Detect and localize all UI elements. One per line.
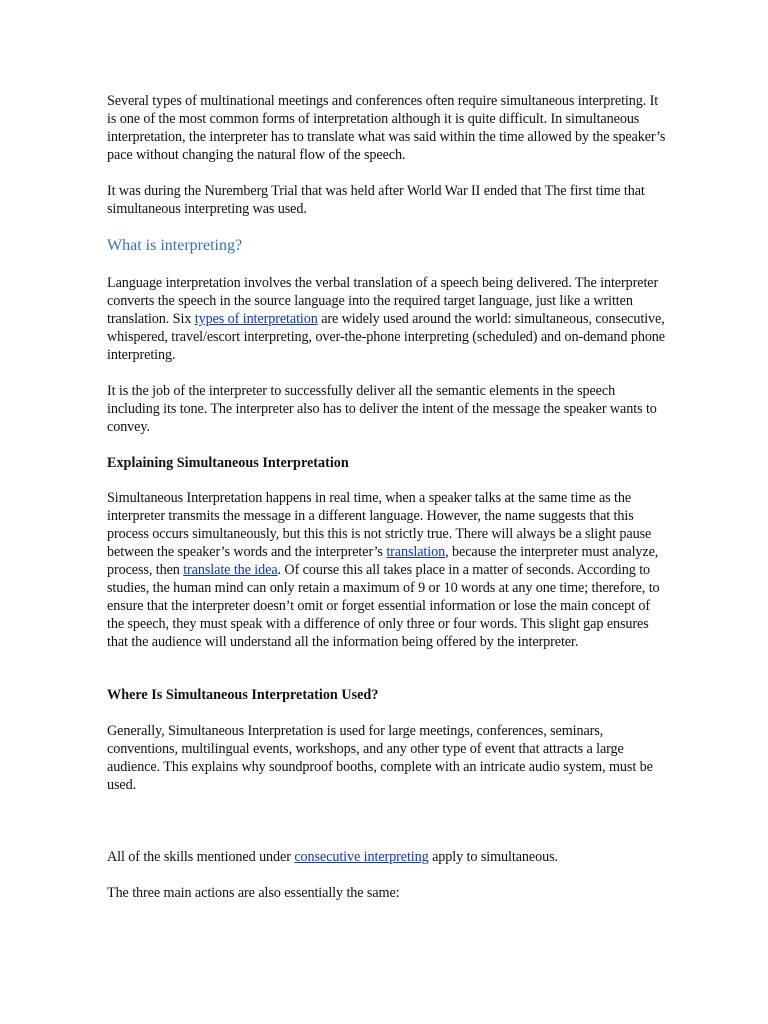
paragraph-intro: Several types of multinational meetings and conferences often require simultaneous interpreting. It is one of the most common forms of interpretation although it is quite difficult. In simultaneous interpretation, the interpreter has to translate what was said within the time allowed by the speaker’s pace without changing the natural flow of the speech. bbox=[107, 93, 666, 163]
link-translation[interactable]: translation bbox=[386, 544, 446, 560]
paragraph-text: are widely used around the world: simultaneous, consecutive, whispered, travel/escort interpreting, over-the-phone interpreting (scheduled) and on-demand phone interpreting. bbox=[107, 311, 665, 363]
paragraph-language-interpretation bbox=[107, 274, 667, 364]
paragraph-text: apply to simultaneous. bbox=[428, 849, 558, 865]
paragraph-three-actions: The three main actions are also essentially the same: bbox=[107, 885, 400, 901]
paragraph-text: Language interpretation involves the verbal translation of a speech being delivered. The interpreter converts the speech in the source language into the required target language, just like a written translation. Six bbox=[107, 275, 659, 327]
paragraph-simultaneous-real-time bbox=[107, 489, 667, 651]
paragraph-text: , because the interpreter must analyze, process, then bbox=[107, 544, 659, 578]
heading-explaining-simultaneous: Explaining Simultaneous Interpretation bbox=[107, 455, 349, 471]
paragraph-job-of-interpreter: It is the job of the interpreter to successfully deliver all the semantic elements in the speech including its tone. The interpreter also has to deliver the intent of the message the speaker wants to convey. bbox=[107, 383, 657, 435]
paragraph-nuremberg: It was during the Nuremberg Trial that was held after World War II ended that The first time that simultaneous interpreting was used. bbox=[107, 183, 645, 217]
paragraph-where-used: Generally, Simultaneous Interpretation is used for large meetings, conferences, seminars, conventions, multilingual events, workshops, and any other type of event that attracts a large audience. This explains why soundproof booths, complete with an intricate audio system, must be used. bbox=[107, 723, 653, 793]
paragraph-text: Simultaneous Interpretation happens in real time, when a speaker talks at the same time as the interpreter transmits the message in a different language. However, the name suggests that this process occurs simultaneously, but this this is not strictly true. There will always be a slight pause between the speaker’s words and the interpreter’s bbox=[107, 490, 652, 560]
link-consecutive-interpreting[interactable]: consecutive interpreting bbox=[294, 849, 429, 865]
link-translate-the-idea[interactable]: translate the idea bbox=[183, 562, 278, 578]
link-types-of-interpretation[interactable]: types of interpretation bbox=[194, 311, 318, 327]
heading-what-is-interpreting: What is interpreting? bbox=[107, 237, 243, 254]
paragraph-skills bbox=[107, 848, 667, 866]
paragraph-text: All of the skills mentioned under bbox=[107, 849, 295, 865]
paragraph-text: . Of course this all takes place in a matter of seconds. According to studies, the human mind can only retain a maximum of 9 or 10 words at any one time; therefore, to ensure that the interpreter doesn’t omit or forget essential information or lose the main concept of the speech, they must speak with a difference of only three or four words. This slight gap ensures that the audience will understand all the information being offered by the interpreter. bbox=[107, 562, 660, 650]
heading-where-used: Where Is Simultaneous Interpretation Used? bbox=[107, 687, 379, 703]
